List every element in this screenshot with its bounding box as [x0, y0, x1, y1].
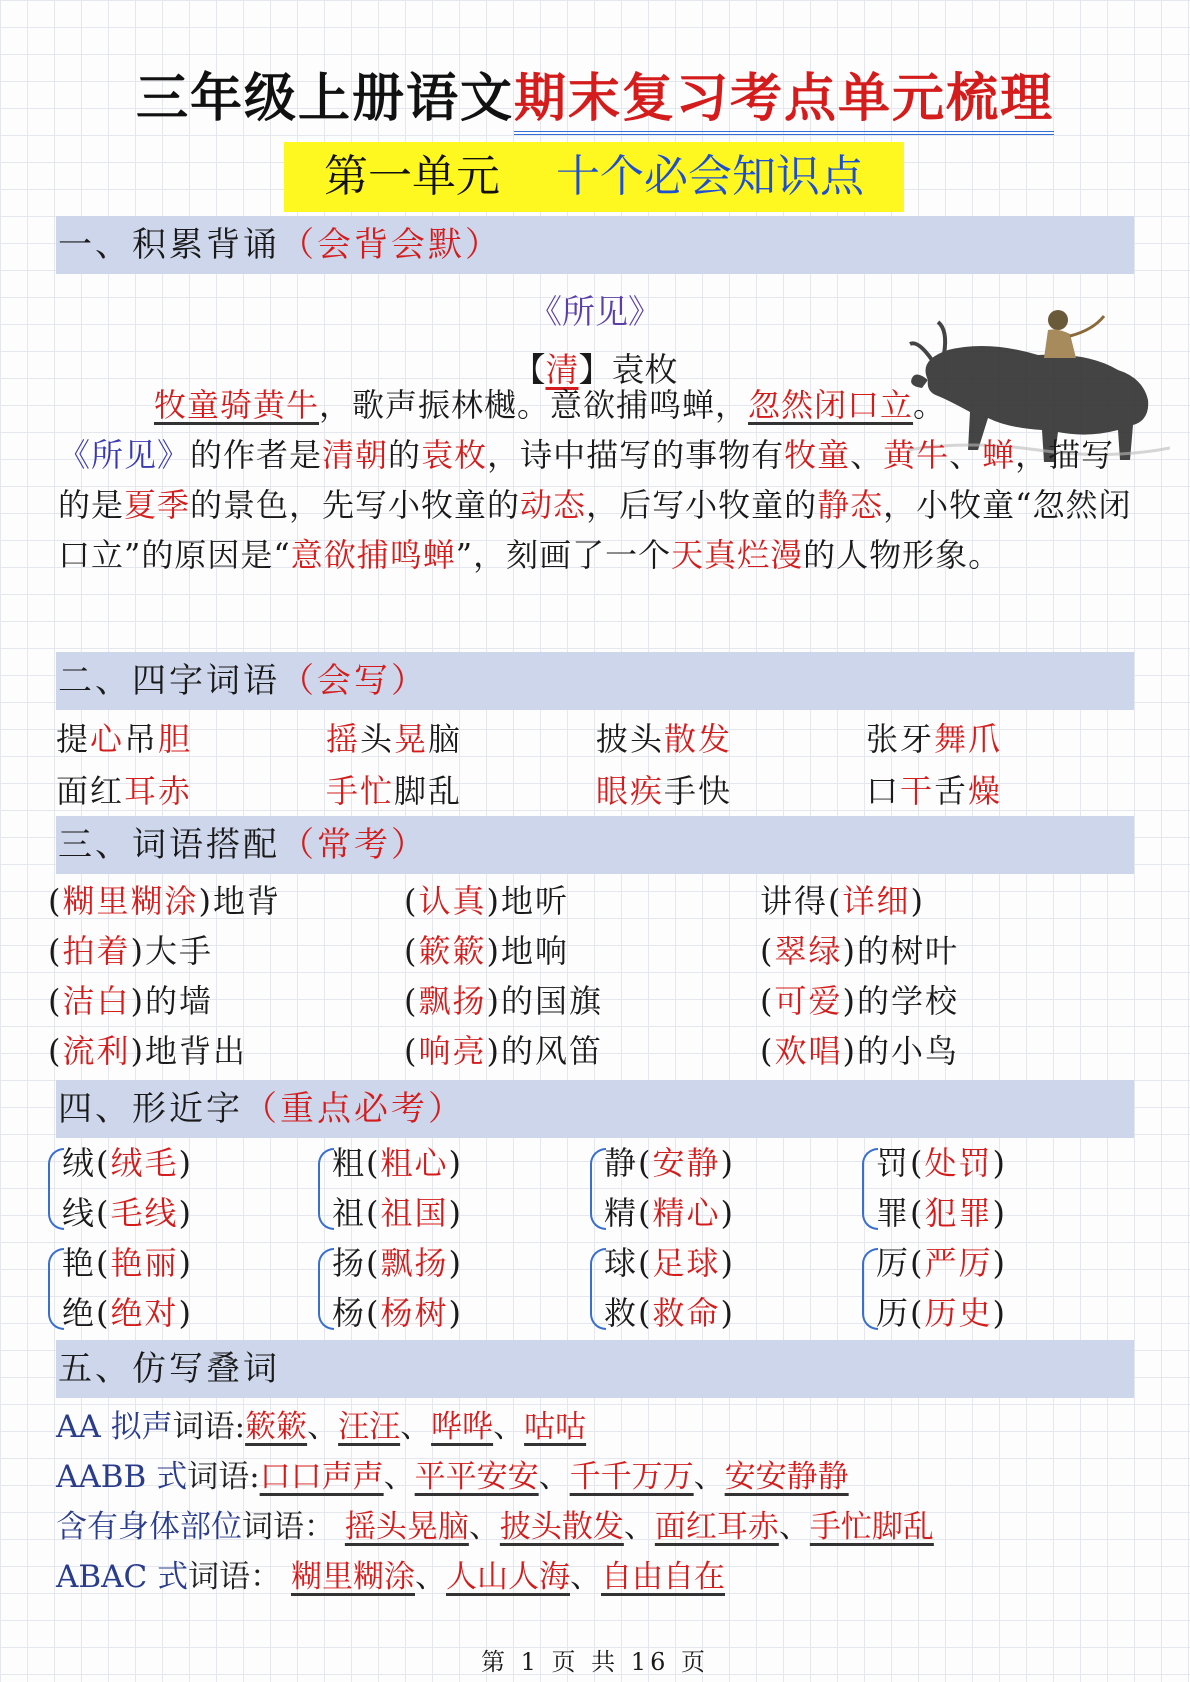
paren-close: ) — [720, 1294, 735, 1332]
poem-line-c: 忽然闭口立 — [748, 386, 914, 424]
char-word: 足球 — [652, 1244, 721, 1282]
idiom-part: 耳赤 — [124, 772, 193, 810]
paren-close: ) — [178, 1244, 193, 1282]
collocation-item — [760, 926, 959, 976]
section-label: 一、积累背诵 — [58, 225, 280, 265]
char: 杨 — [332, 1294, 367, 1332]
char: 厉 — [876, 1244, 911, 1282]
bracket-open: 【 — [512, 350, 546, 389]
char: 静 — [604, 1144, 639, 1182]
paren-open: ( — [638, 1244, 653, 1282]
collocation-answer: 翠绿 — [774, 932, 843, 970]
idiom-part: 披头 — [596, 720, 665, 758]
collocation-answer: 洁白 — [62, 982, 131, 1020]
separator: 、 — [570, 1559, 601, 1595]
paren-open: ( — [96, 1144, 111, 1182]
idiom-item — [596, 714, 732, 764]
collocation-item — [760, 1026, 959, 1076]
idiom-item — [326, 766, 462, 816]
collocation-answer: 可爱 — [774, 982, 843, 1020]
paren-open: ( — [910, 1244, 925, 1282]
spacer — [281, 1559, 291, 1595]
idiom-part: 眼疾 — [596, 772, 665, 810]
collocation-pre: ( — [760, 1032, 775, 1070]
collocation-post: )的树叶 — [842, 932, 959, 970]
similar-char-item — [876, 1188, 1007, 1238]
paren-close: ) — [992, 1144, 1007, 1182]
paren-open: ( — [910, 1194, 925, 1232]
analysis-segment: 静态 — [817, 486, 884, 524]
collocation-item — [48, 876, 281, 926]
idiom-item — [866, 714, 1002, 764]
paren-close: ) — [178, 1194, 193, 1232]
poem-line-a: 牧童骑黄牛 — [154, 386, 320, 424]
example-word: 披头散发 — [499, 1509, 624, 1545]
section-paren: （重点必考） — [243, 1089, 465, 1129]
analysis-segment: 、 — [949, 436, 983, 474]
char: 罚 — [876, 1144, 911, 1182]
char: 绝 — [62, 1294, 97, 1332]
char-word: 精心 — [652, 1194, 721, 1232]
paren-open: ( — [96, 1194, 111, 1232]
collocation-answer: 响亮 — [418, 1032, 487, 1070]
reduplication-row — [56, 1502, 934, 1552]
section-paren: （会写） — [280, 661, 428, 701]
collocation-item — [48, 976, 213, 1026]
separator: 、 — [415, 1559, 446, 1595]
separator: 、 — [468, 1509, 500, 1545]
paren-open: ( — [366, 1244, 381, 1282]
category-suffix: 词语： — [188, 1559, 282, 1595]
collocation-answer: 簌簌 — [418, 932, 487, 970]
idiom-part: 手快 — [664, 772, 733, 810]
poem-author-name: 袁枚 — [611, 350, 678, 389]
collocation-item — [404, 926, 569, 976]
idiom-part: 面红 — [56, 772, 125, 810]
char: 线 — [62, 1194, 97, 1232]
paren-open: ( — [96, 1294, 111, 1332]
collocation-post: )的小鸟 — [842, 1032, 959, 1070]
collocation-post: )的国旗 — [486, 982, 603, 1020]
idiom-part: 头 — [360, 720, 395, 758]
char-word: 犯罪 — [924, 1194, 993, 1232]
char: 球 — [604, 1244, 639, 1282]
separator: 、 — [493, 1409, 525, 1445]
idiom-item — [866, 766, 1002, 816]
analysis-segment: 牧童 — [784, 436, 851, 474]
unit-label: 第一单元 — [324, 151, 500, 202]
collocation-pre: ( — [48, 932, 63, 970]
collocation-pre: ( — [48, 1032, 63, 1070]
collocation-answer: 欢唱 — [774, 1032, 843, 1070]
collocation-answer: 飘扬 — [418, 982, 487, 1020]
idiom-part: 胆 — [158, 720, 193, 758]
separator: 、 — [693, 1459, 725, 1495]
poem-line-d: 。 — [913, 386, 947, 424]
analysis-segment: 、 — [850, 436, 884, 474]
similar-char-item — [604, 1188, 735, 1238]
collocation-pre: ( — [48, 982, 63, 1020]
section-header-3 — [56, 816, 1134, 874]
similar-char-item — [62, 1288, 193, 1338]
char-word: 粗心 — [380, 1144, 449, 1182]
analysis-segment: ”，刻画了一个 — [455, 536, 672, 574]
collocation-post: )地背出 — [130, 1032, 247, 1070]
idiom-item — [56, 766, 192, 816]
char-word: 安静 — [652, 1144, 721, 1182]
separator: 、 — [383, 1459, 415, 1495]
collocation-post: )大手 — [130, 932, 213, 970]
idiom-item — [326, 714, 462, 764]
example-word: 咕咕 — [524, 1409, 587, 1445]
collocation-post: )的学校 — [842, 982, 959, 1020]
paren-open: ( — [638, 1294, 653, 1332]
char: 祖 — [332, 1194, 367, 1232]
idiom-part: 提 — [56, 720, 91, 758]
collocation-pre: ( — [404, 882, 419, 920]
separator: 、 — [400, 1409, 432, 1445]
collocation-pre: ( — [48, 882, 63, 920]
separator: 、 — [307, 1409, 339, 1445]
collocation-item — [404, 1026, 603, 1076]
collocation-answer: 糊里糊涂 — [62, 882, 199, 920]
reduplication-row — [56, 1552, 725, 1602]
paren-open: ( — [638, 1194, 653, 1232]
char-word: 处罚 — [924, 1144, 993, 1182]
paren-close: ) — [720, 1144, 735, 1182]
collocation-post: )地听 — [486, 882, 569, 920]
example-word: 人山人海 — [446, 1559, 570, 1595]
analysis-segment: ，诗中描写的事物有 — [487, 436, 785, 474]
paren-open: ( — [910, 1294, 925, 1332]
char: 救 — [604, 1294, 639, 1332]
category-label: AABB 式 — [56, 1459, 188, 1495]
reduplication-row — [56, 1402, 586, 1452]
example-word: 自由自在 — [601, 1559, 725, 1595]
collocation-answer: 认真 — [418, 882, 487, 920]
paren-close: ) — [720, 1194, 735, 1232]
similar-char-item — [332, 1238, 463, 1288]
collocation-pre: 讲得( — [760, 882, 843, 920]
section-paren: （会背会默） — [280, 225, 502, 265]
char: 精 — [604, 1194, 639, 1232]
similar-char-item — [62, 1188, 193, 1238]
section-paren: （常考） — [280, 825, 428, 865]
example-word: 口口声声 — [259, 1459, 384, 1495]
idiom-item — [56, 714, 192, 764]
collocation-item — [48, 926, 213, 976]
char-word: 杨树 — [380, 1294, 449, 1332]
collocation-answer: 流利 — [62, 1032, 131, 1070]
similar-char-item — [332, 1138, 463, 1188]
example-word: 哗哗 — [431, 1409, 494, 1445]
char-word: 毛线 — [110, 1194, 179, 1232]
idiom-part: 燥 — [968, 772, 1003, 810]
poem-dynasty: 清 — [545, 350, 579, 389]
example-word: 汪汪 — [338, 1409, 401, 1445]
analysis-segment: 天真烂漫 — [671, 536, 804, 574]
paren-close: ) — [448, 1244, 463, 1282]
collocation-pre: ( — [404, 1032, 419, 1070]
analysis-segment: ，描写的是 — [58, 436, 1115, 524]
example-word: 面红耳赤 — [654, 1509, 779, 1545]
separator: 、 — [538, 1459, 570, 1495]
similar-char-item — [62, 1238, 193, 1288]
analysis-segment: 的景色，先写小牧童的 — [190, 486, 521, 524]
collocation-pre: ( — [760, 932, 775, 970]
idiom-part: 心 — [90, 720, 125, 758]
char-word: 绒毛 — [110, 1144, 179, 1182]
reduplication-row — [56, 1452, 849, 1502]
collocation-post: )地响 — [486, 932, 569, 970]
similar-char-item — [604, 1238, 735, 1288]
char-word: 飘扬 — [380, 1244, 449, 1282]
separator: 、 — [778, 1509, 810, 1545]
example-word: 簌簌 — [245, 1409, 308, 1445]
collocation-post: )的风笛 — [486, 1032, 603, 1070]
page-title — [0, 64, 1190, 134]
collocation-post: ) — [910, 882, 925, 920]
poem-title: 《所见》 — [529, 292, 661, 331]
section-header-5 — [56, 1340, 1134, 1398]
char-word: 历史 — [924, 1294, 993, 1332]
paren-open: ( — [366, 1294, 381, 1332]
points-label: 十个必会知识点 — [556, 151, 864, 202]
collocation-pre: ( — [404, 932, 419, 970]
paren-open: ( — [366, 1194, 381, 1232]
char-word: 严厉 — [924, 1244, 993, 1282]
category-suffix: 词语: — [172, 1409, 246, 1445]
paren-close: ) — [178, 1294, 193, 1332]
char: 历 — [876, 1294, 911, 1332]
category-suffix: 词语: — [187, 1459, 260, 1495]
collocation-item — [404, 976, 603, 1026]
category-label: ABAC 式 — [56, 1559, 189, 1595]
char-word: 祖国 — [380, 1194, 449, 1232]
analysis-segment: ，后写小牧童的 — [586, 486, 818, 524]
category-label: AA 拟声 — [56, 1409, 173, 1445]
similar-char-item — [876, 1288, 1007, 1338]
collocation-post: )的墙 — [130, 982, 213, 1020]
collocation-pre: ( — [760, 982, 775, 1020]
idiom-part: 脚乱 — [394, 772, 463, 810]
example-word: 平平安安 — [414, 1459, 539, 1495]
similar-char-item — [332, 1188, 463, 1238]
analysis-segment: 的人物形象。 — [803, 536, 1002, 574]
idiom-part: 散发 — [664, 720, 733, 758]
paren-open: ( — [96, 1244, 111, 1282]
paren-close: ) — [448, 1294, 463, 1332]
spacer — [335, 1509, 345, 1545]
section-header-1 — [56, 216, 1134, 274]
analysis-segment: 夏季 — [124, 486, 191, 524]
idiom-part: 张牙 — [866, 720, 935, 758]
separator: 、 — [623, 1509, 655, 1545]
idiom-part: 干 — [900, 772, 935, 810]
section-label: 五、仿写叠词 — [58, 1349, 280, 1389]
idiom-part: 手忙 — [326, 772, 395, 810]
title-part1: 三年级上册语文 — [135, 69, 514, 129]
paren-close: ) — [448, 1194, 463, 1232]
poem-line-b: ，歌声振林樾。意欲捕鸣蝉， — [319, 386, 749, 424]
collocation-pre: ( — [404, 982, 419, 1020]
char: 艳 — [62, 1244, 97, 1282]
paren-close: ) — [178, 1144, 193, 1182]
collocation-item — [404, 876, 569, 926]
idiom-part: 脑 — [428, 720, 463, 758]
example-word: 糊里糊涂 — [291, 1559, 415, 1595]
collocation-item — [48, 1026, 247, 1076]
analysis-segment: ，小牧童“忽然闭口立”的原因是“ — [58, 486, 1132, 574]
section-label: 四、形近字 — [58, 1089, 243, 1129]
paren-close: ) — [992, 1244, 1007, 1282]
idiom-item — [596, 766, 732, 816]
example-word: 安安静静 — [724, 1459, 849, 1495]
example-word: 千千万万 — [569, 1459, 694, 1495]
collocation-answer: 拍着 — [62, 932, 131, 970]
analysis-segment: 动态 — [520, 486, 587, 524]
idiom-part: 吊 — [124, 720, 159, 758]
idiom-part: 晃 — [394, 720, 429, 758]
paren-open: ( — [638, 1144, 653, 1182]
idiom-part: 口 — [866, 772, 901, 810]
category-label: 含有身体部位 — [56, 1509, 242, 1545]
unit-subtitle — [284, 142, 904, 212]
idiom-part: 舌 — [934, 772, 969, 810]
char: 绒 — [62, 1144, 97, 1182]
analysis-segment: 意欲捕鸣蝉 — [290, 536, 456, 574]
section-label: 三、词语搭配 — [58, 825, 280, 865]
collocation-post: )地背 — [198, 882, 281, 920]
analysis-segment: 袁枚 — [421, 436, 488, 474]
char-word: 救命 — [652, 1294, 721, 1332]
idiom-part: 摇 — [326, 720, 361, 758]
analysis-segment: 的 — [388, 436, 422, 474]
analysis-segment: 蝉 — [982, 436, 1016, 474]
char: 罪 — [876, 1194, 911, 1232]
paren-close: ) — [992, 1294, 1007, 1332]
analysis-segment: 《所见》 — [58, 436, 191, 474]
page-footer: 第 1 页 共 16 页 — [481, 1648, 709, 1676]
title-part2: 期末复习考点单元梳理 — [514, 69, 1054, 135]
category-suffix: 词语： — [242, 1509, 335, 1545]
poem-analysis — [58, 430, 1132, 580]
paren-close: ) — [448, 1144, 463, 1182]
example-word: 摇头晃脑 — [344, 1509, 469, 1545]
paren-close: ) — [992, 1194, 1007, 1232]
paren-close: ) — [720, 1244, 735, 1282]
char-word: 绝对 — [110, 1294, 179, 1332]
section-header-4 — [56, 1080, 1134, 1138]
example-word: 手忙脚乱 — [809, 1509, 934, 1545]
similar-char-item — [604, 1288, 735, 1338]
collocation-item — [760, 976, 959, 1026]
analysis-segment: 清朝 — [322, 436, 389, 474]
char-word: 艳丽 — [110, 1244, 179, 1282]
paren-open: ( — [366, 1144, 381, 1182]
analysis-segment: 的作者是 — [190, 436, 323, 474]
section-label: 二、四字词语 — [58, 661, 280, 701]
similar-char-item — [876, 1238, 1007, 1288]
bracket-close: 】 — [578, 350, 612, 389]
similar-char-item — [62, 1138, 193, 1188]
idiom-part: 舞爪 — [934, 720, 1003, 758]
similar-char-item — [876, 1138, 1007, 1188]
paren-open: ( — [910, 1144, 925, 1182]
char: 粗 — [332, 1144, 367, 1182]
char: 扬 — [332, 1244, 367, 1282]
collocation-answer: 详细 — [842, 882, 911, 920]
similar-char-item — [604, 1138, 735, 1188]
poem-text — [58, 380, 1138, 430]
section-header-2 — [56, 652, 1134, 710]
analysis-segment: 黄牛 — [883, 436, 950, 474]
collocation-item — [760, 876, 925, 926]
similar-char-item — [332, 1288, 463, 1338]
